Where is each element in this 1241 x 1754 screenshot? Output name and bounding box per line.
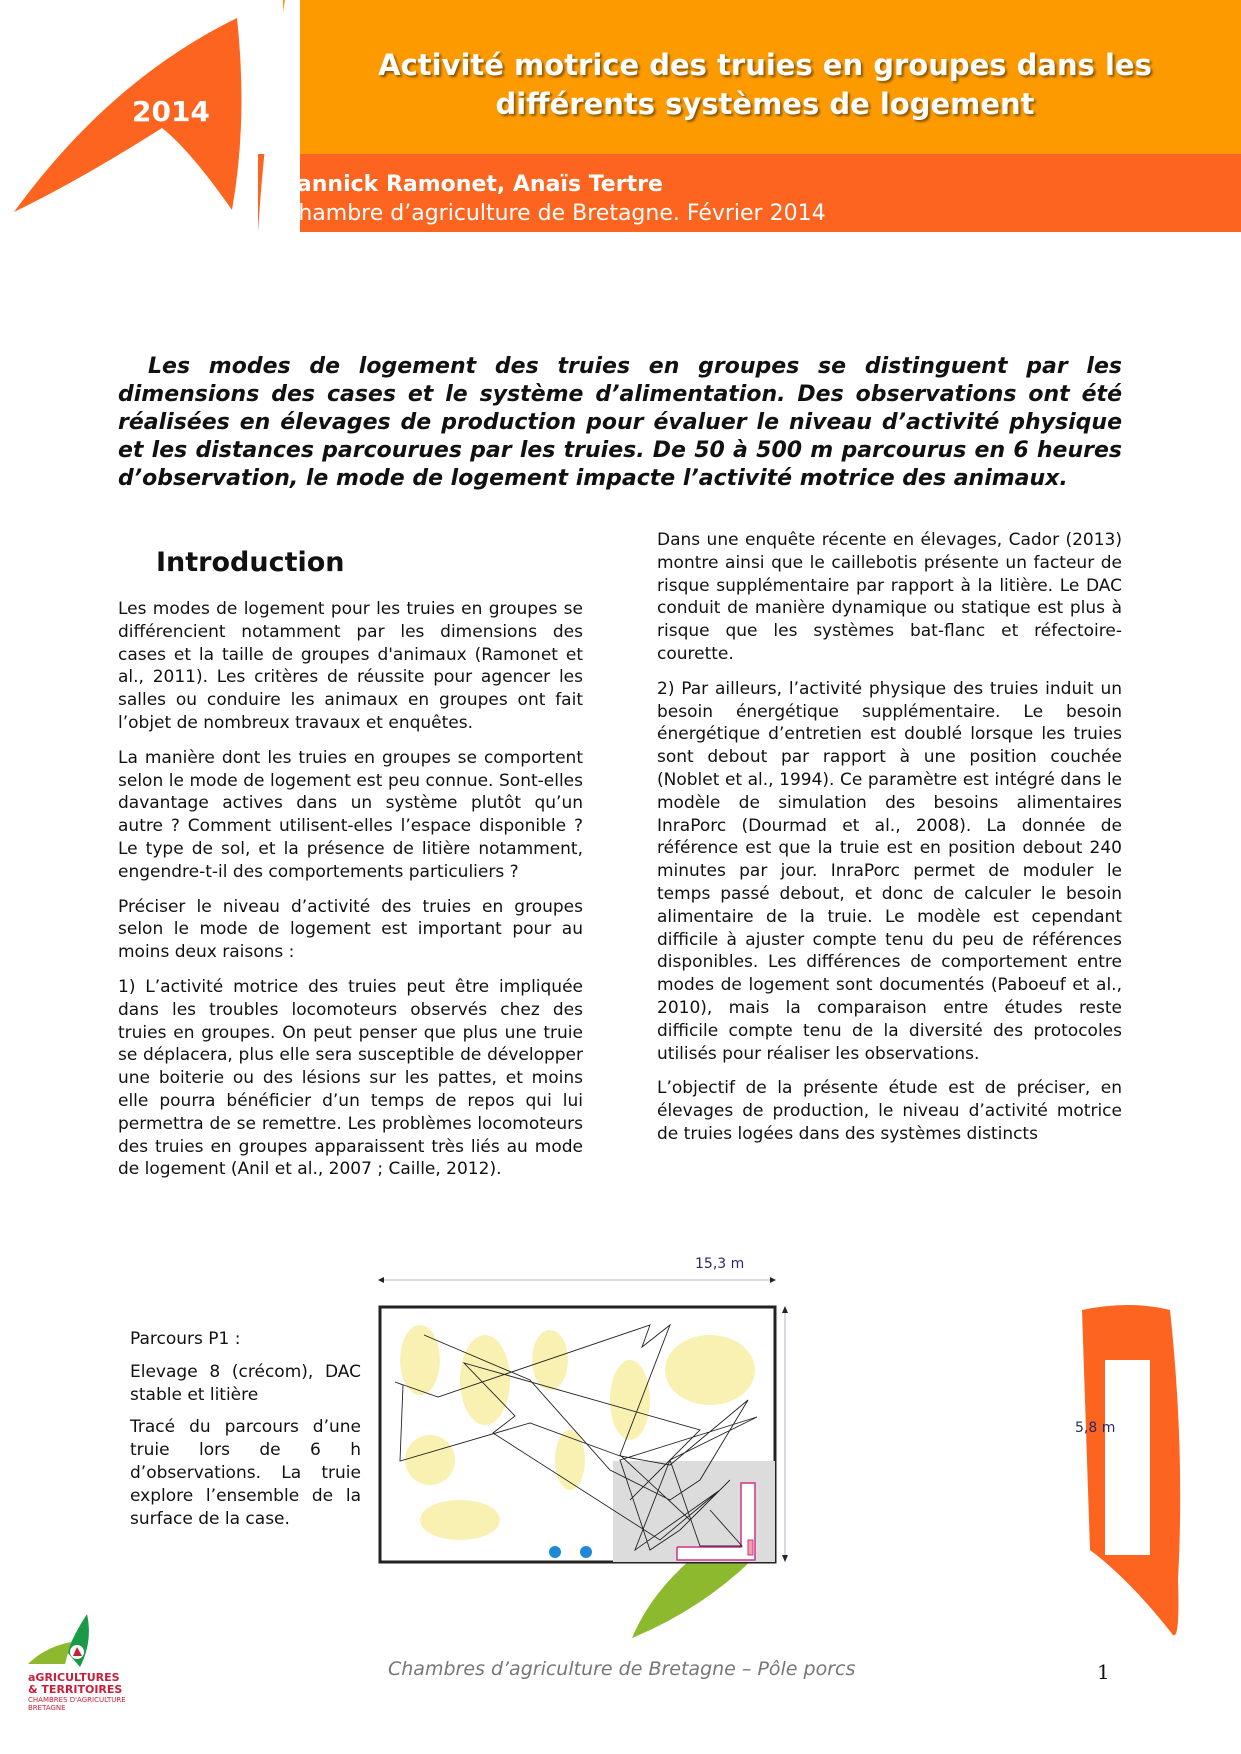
width-dimension: 15,3 m: [695, 1256, 745, 1272]
paragraph: Dans une enquête récente en élevages, Cador (2013) montre ainsi que le caillebotis présente un facteur de risque supplémentaire par rapport à la litière. Le DAC conduit de manière dynamique ou statique est plus à risque que les systèmes bat-flanc et réfectoire-courette.: [657, 530, 1122, 664]
logo-text: aGRICULTURES & TERRITOIRES CHAMBRES D'AGRICULTURE BRETAGNE: [28, 1671, 126, 1712]
year-label: 2014: [132, 95, 210, 128]
paragraph: 2) Par ailleurs, l’activité physique des truies induit un besoin énergétique supplémentaire. Le besoin énergétique d’entretien est doublé lorsque les truies sont debout par rapport à une position couchée (Noblet et al., 1994). Ce paramètre est intégré dans le modèle de simulation des besoins alimentaires InraPorc (Dourmad et al., 2008). La donnée de référence est que la truie est en position debout 240 minutes par jour. InraPorc permet de moduler le temps passé debout, et donc de calculer le besoin alimentaire de la truie. Le modèle est cependant difficile à ajuster compte tenu du peu de références disponibles. Les différences de comportement entre modes de logement sont documentés (Paboeuf et al., 2010), mais la comparaison entre études reste difficile compte tenu de la diversité des protocoles utilisés pour réaliser les observations.: [657, 678, 1122, 1064]
paragraph: Les modes de logement pour les truies en groupes se différencient notamment par les dimensions des cases et la taille de groupes d'animaux (Ramonet et al., 2011). Les critères de réussite pour agencer les salles ou conduire les animaux en groupes ont fait l’objet de nombreux travaux et enquêtes.: [118, 599, 583, 733]
pen-path-figure: [370, 1250, 1241, 1650]
paragraph: La manière dont les truies en groupes se comportent selon le mode de logement est peu connue. Sont-elles davantage actives dans un système plutôt qu’un autre ? Comment utilisent-elles l’espace disponible ? Le type de sol, et la présence de litière notamment, engendre-t-il des comportements particuliers ?: [118, 747, 583, 882]
height-dimension: 5,8 m: [1075, 1420, 1116, 1436]
caption-line: Elevage 8 (crécom), DAC stable et litière: [130, 1361, 361, 1405]
caption-line: Tracé du parcours d’une truie lors de 6 h d’observations. La truie explore l’ensemble de la surface de la case.: [130, 1417, 361, 1529]
left-column: [118, 546, 583, 1193]
section-heading: Introduction: [156, 547, 345, 578]
affiliation: Chambre d’agriculture de Bretagne. Février 2014: [283, 201, 826, 226]
authors: Yannick Ramonet, Anaïs Tertre: [283, 172, 663, 197]
paragraph: L’objectif de la présente étude est de préciser, en élevages de production, le niveau d’activité motrice de truies logées dans des systèmes distincts: [657, 1078, 1122, 1144]
figure-caption: [130, 1328, 361, 1540]
chambres-agriculture-logo: [25, 1612, 95, 1674]
paragraph: 1) L’activité motrice des truies peut être impliquée dans les troubles locomoteurs observés chez des truies en groupes. On peut penser que plus une truie se déplacera, plus elle sera susceptible de développer une boiterie ou des lésions sur les pattes, et moins elle pourra bénéficier d’un temps de repos qui lui permettra de se remettre. Les problèmes locomoteurs des truies en groupes apparaissent très liés au mode de logement (Anil et al., 2007 ; Caille, 2012).: [118, 976, 583, 1180]
caption-title: Parcours P1 :: [130, 1329, 241, 1349]
abstract: Les modes de logement des truies en groupes se distinguent par les dimensions des cases et le système d’alimentation. Des observations ont été réalisées en élevages de production pour évaluer le niveau d’activité physique et les distances parcourues par les truies. De 50 à 500 m parcourus en 6 heures d’observation, le mode de logement impacte l’activité motrice des animaux.: [118, 354, 1122, 491]
document-title: Activité motrice des truies en groupes dans les différents systèmes de logement: [378, 48, 1152, 121]
right-column: [657, 529, 1122, 1158]
page-number: 1: [1097, 1660, 1110, 1684]
paragraph: Préciser le niveau d’activité des truies en groupes selon le mode de logement est important pour au moins deux raisons :: [118, 896, 583, 963]
footer-text: Chambres d’agriculture de Bretagne – Pôle porcs: [388, 1658, 856, 1680]
